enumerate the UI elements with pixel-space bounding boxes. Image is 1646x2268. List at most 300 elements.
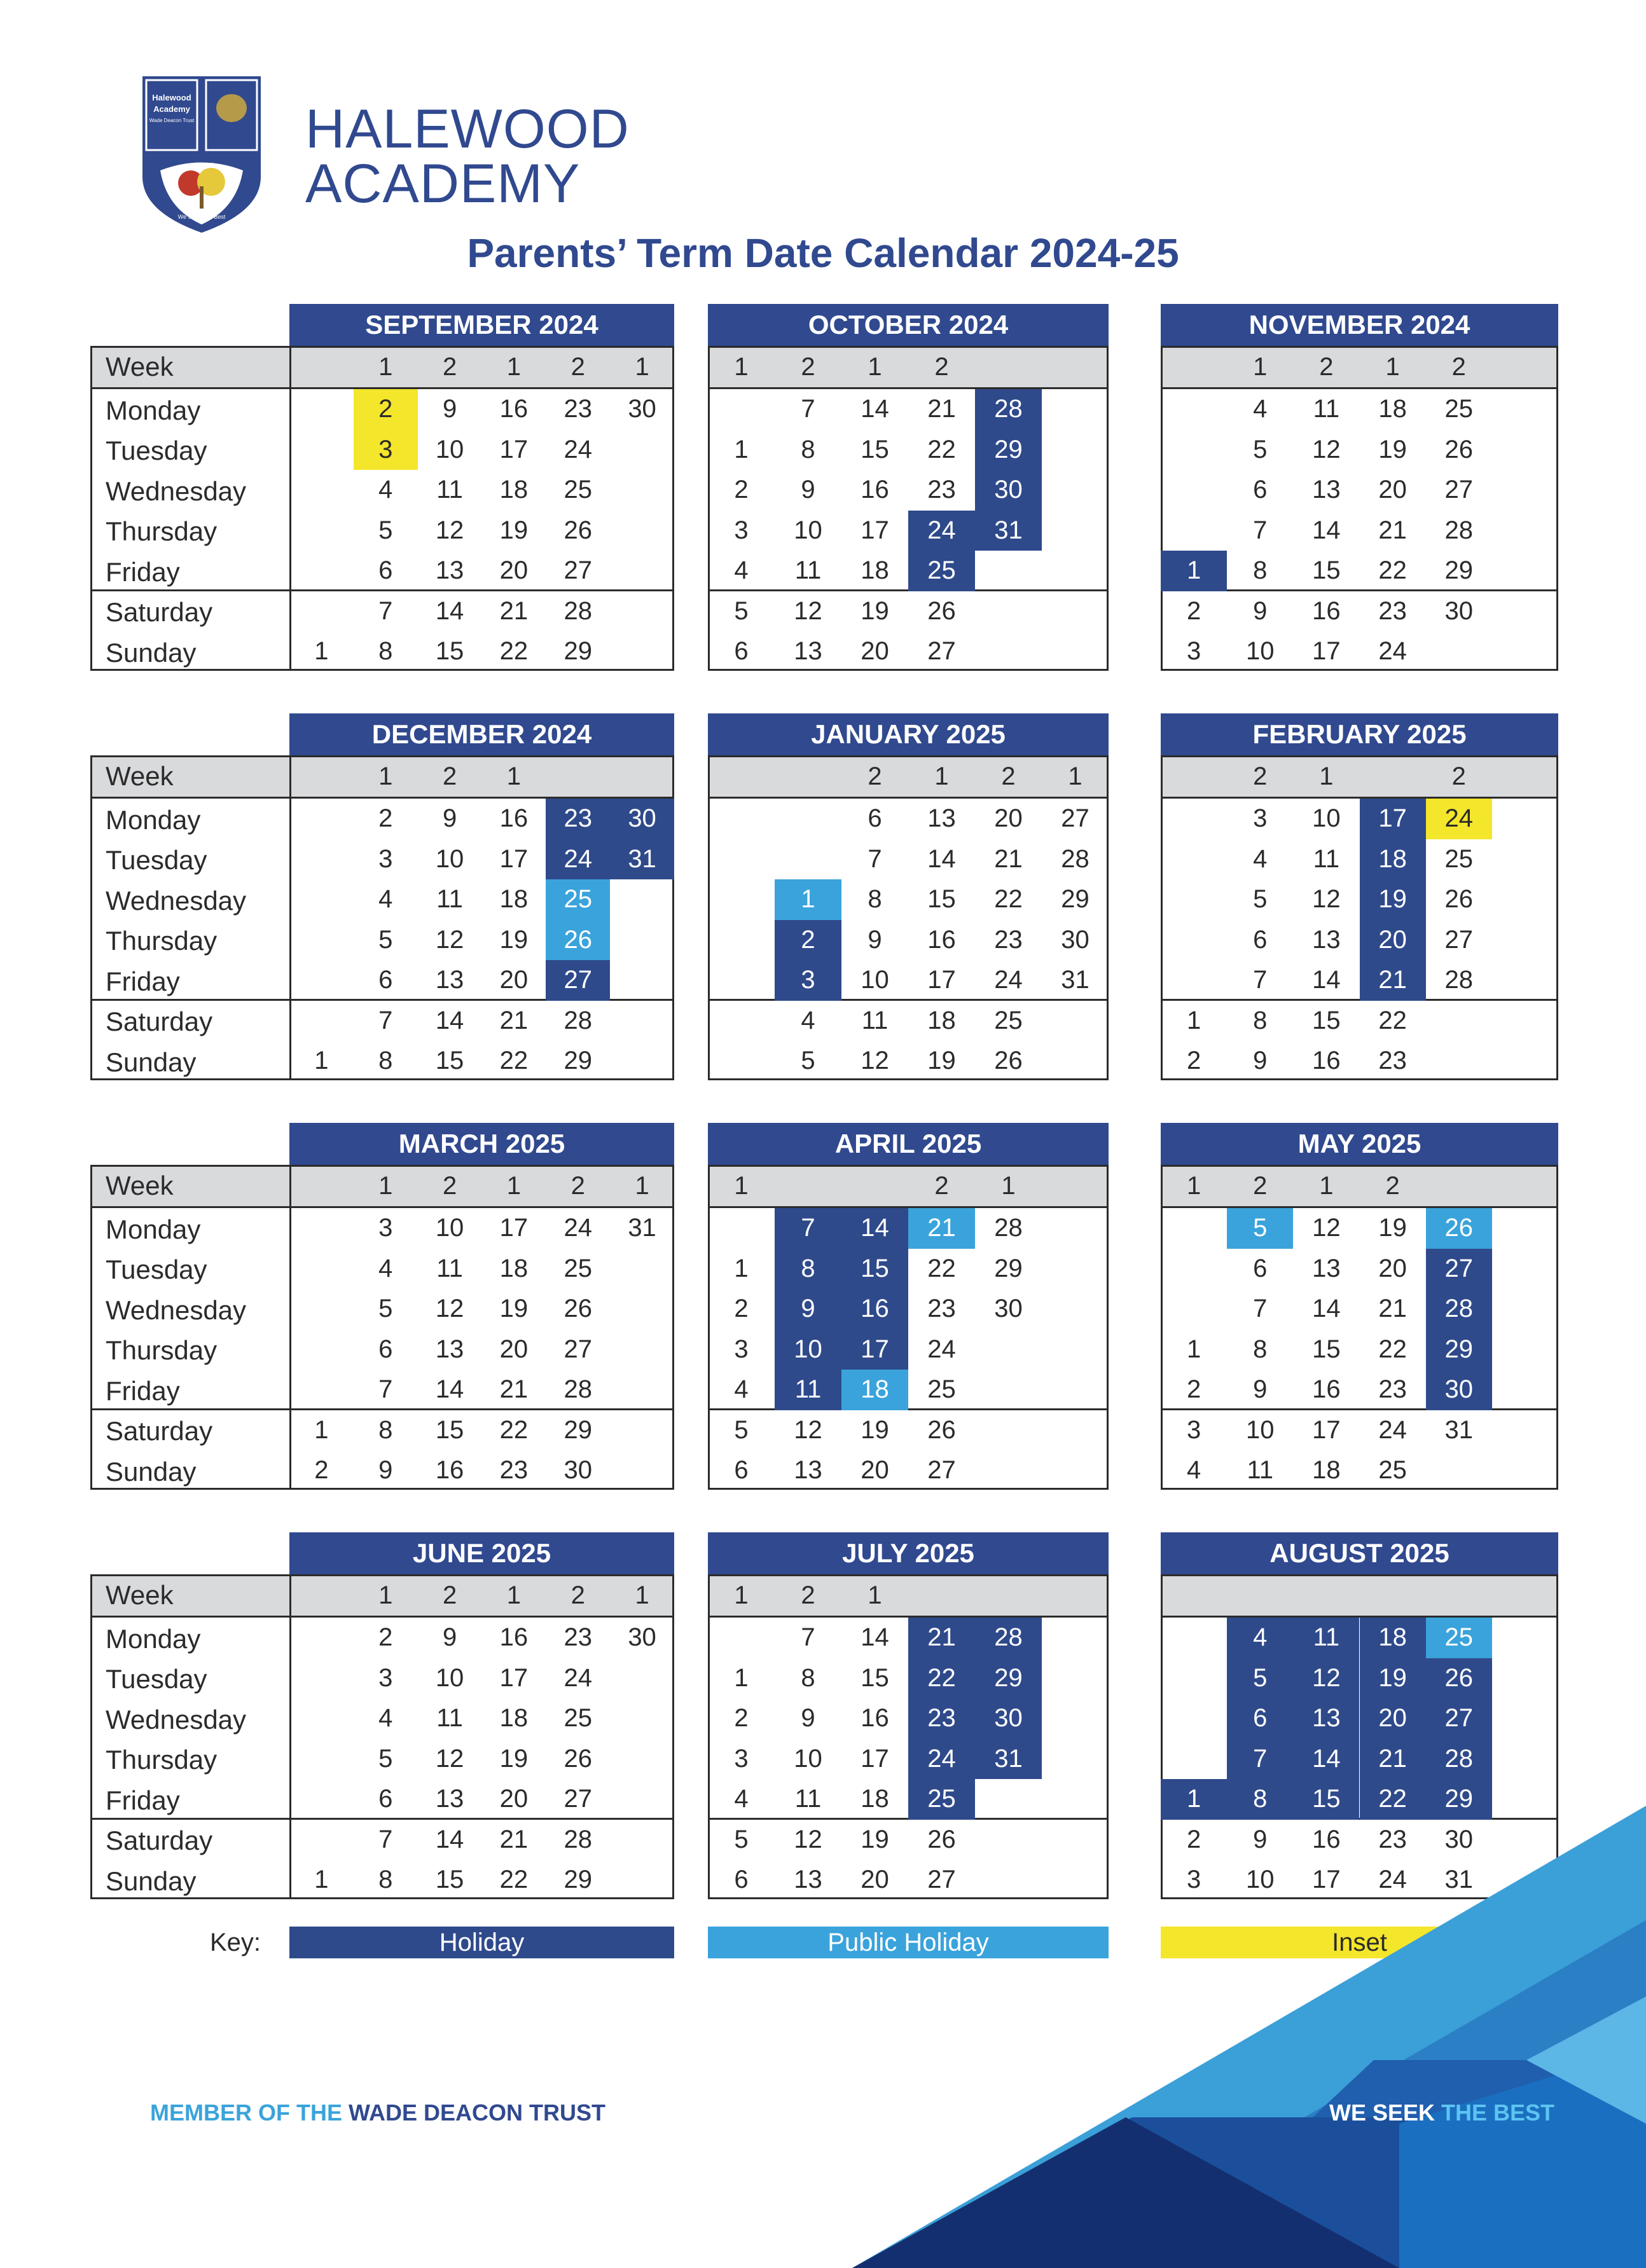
day-label: Monday: [106, 1623, 201, 1654]
day-cell: 2: [734, 476, 749, 504]
day-cell: 4: [734, 1375, 749, 1404]
day-label: Tuesday: [106, 845, 207, 876]
day-cell: 17: [499, 435, 529, 464]
month-header: NOVEMBER 2024: [1161, 304, 1558, 346]
day-cell: 21: [927, 1623, 956, 1652]
day-cell: 6: [378, 1335, 393, 1363]
day-cell: 28: [564, 1006, 592, 1034]
day-cell: 24: [1378, 637, 1407, 666]
day-cell: 1: [734, 1254, 749, 1282]
day-label: Thursday: [106, 926, 218, 956]
day-cell: 14: [861, 1214, 889, 1242]
day-cell: 20: [499, 1335, 529, 1363]
day-cell: 29: [564, 637, 592, 666]
day-cell: 16: [499, 804, 529, 833]
day-cell: 31: [1061, 966, 1089, 994]
month-header: MARCH 2025: [289, 1123, 674, 1165]
day-cell: 8: [1253, 1335, 1268, 1363]
day-cell: 11: [861, 1006, 889, 1034]
day-cell: 31: [1444, 1866, 1473, 1894]
day-cell: 12: [794, 1415, 822, 1444]
week-number: 2: [571, 1171, 585, 1200]
day-cell: 5: [378, 1744, 393, 1773]
day-cell: 13: [794, 637, 822, 666]
day-cell: 9: [442, 804, 457, 833]
day-cell: 3: [1186, 637, 1201, 666]
footer-right-part1: WE SEEK: [1329, 2100, 1442, 2126]
day-cell: 7: [868, 844, 882, 873]
day-cell: 2: [734, 1295, 749, 1323]
day-cell: 8: [801, 435, 815, 464]
day-cell: 25: [564, 476, 592, 504]
day-cell: 5: [378, 1295, 393, 1323]
day-cell: 27: [1444, 1254, 1473, 1282]
day-cell: 24: [564, 1214, 592, 1242]
day-cell: 8: [378, 1866, 393, 1894]
day-cell: 15: [861, 1663, 889, 1692]
day-cell: 13: [435, 1785, 464, 1813]
day-cell: 14: [1312, 1295, 1341, 1323]
day-cell: 8: [1253, 556, 1268, 585]
day-cell: 20: [861, 1456, 889, 1485]
day-cell: 5: [734, 596, 749, 625]
day-cell: 29: [1061, 885, 1089, 914]
day-cell: 14: [435, 1825, 464, 1853]
day-cell: 22: [1378, 556, 1407, 585]
day-cell: 28: [564, 1375, 592, 1404]
day-cell: 25: [927, 556, 956, 585]
day-cell: 5: [1253, 1214, 1268, 1242]
school-crest-logo: [141, 75, 262, 234]
week-number: 1: [506, 352, 522, 381]
day-cell: 16: [927, 925, 956, 954]
week-number: 1: [934, 762, 949, 790]
crest-text-3: Wade Deacon Trust: [149, 118, 195, 123]
day-cell: 10: [435, 1663, 464, 1692]
day-cell: 15: [927, 885, 956, 914]
day-cell: 31: [994, 1744, 1023, 1773]
day-cell: 14: [861, 1623, 889, 1652]
school-name-line1: HALEWOOD: [305, 99, 630, 160]
day-cell: 27: [564, 556, 592, 585]
day-cell: 22: [1378, 1785, 1407, 1813]
day-cell: 29: [994, 1254, 1023, 1282]
day-cell: 14: [1312, 1744, 1341, 1773]
day-cell: 3: [1253, 804, 1268, 833]
day-cell: 17: [499, 844, 529, 873]
week-number: 2: [868, 762, 882, 790]
week-number: 1: [868, 352, 882, 381]
day-cell: 11: [1313, 844, 1340, 873]
day-cell: 25: [1444, 844, 1473, 873]
day-cell: 19: [927, 1047, 956, 1075]
day-cell: 4: [734, 556, 749, 585]
day-cell: 20: [499, 1785, 529, 1813]
day-cell: 19: [499, 925, 529, 954]
day-label: Wednesday: [106, 1704, 247, 1735]
day-cell: 20: [1378, 1704, 1407, 1733]
day-cell: 16: [1312, 1375, 1341, 1404]
day-cell: 16: [435, 1456, 464, 1485]
day-cell: 17: [1378, 804, 1407, 833]
day-cell: 25: [564, 885, 592, 914]
day-cell: 27: [927, 1866, 956, 1894]
day-cell: 3: [378, 435, 393, 464]
day-cell: 25: [1444, 1623, 1473, 1652]
day-label: Sunday: [106, 637, 197, 668]
day-cell: 21: [927, 1214, 956, 1242]
day-cell: 15: [435, 1866, 464, 1894]
day-cell: 26: [1444, 435, 1473, 464]
week-number: 2: [801, 1581, 815, 1609]
day-cell: 25: [1444, 395, 1473, 423]
day-cell: 21: [1378, 966, 1407, 994]
day-cell: 23: [564, 395, 592, 423]
day-cell: 12: [794, 1825, 822, 1853]
month-header: JUNE 2025: [289, 1532, 674, 1574]
day-cell: 23: [927, 1295, 956, 1323]
day-cell: 12: [435, 1295, 464, 1323]
day-cell: 30: [994, 476, 1023, 504]
day-cell: 18: [861, 1785, 889, 1813]
day-cell: 22: [927, 1663, 956, 1692]
day-cell: 23: [994, 925, 1023, 954]
day-cell: 26: [1444, 885, 1473, 914]
day-cell: 8: [378, 637, 393, 666]
day-cell: 19: [499, 1744, 529, 1773]
day-cell: 23: [927, 1704, 956, 1733]
day-label: Wednesday: [106, 885, 247, 916]
day-cell: 19: [499, 516, 529, 544]
day-cell: 10: [794, 516, 822, 544]
day-cell: 14: [435, 1006, 464, 1034]
week-number: 2: [801, 352, 815, 381]
week-number: 1: [1068, 762, 1082, 790]
day-cell: 23: [1378, 596, 1407, 625]
key-inset: Inset: [1161, 1927, 1558, 1958]
day-cell: 27: [1444, 476, 1473, 504]
month-header: JANUARY 2025: [708, 713, 1109, 755]
day-cell: 5: [1253, 435, 1268, 464]
day-cell: 17: [499, 1663, 529, 1692]
day-cell: 28: [1444, 966, 1473, 994]
day-cell: 28: [994, 1214, 1023, 1242]
week-number: 2: [442, 1581, 457, 1609]
week-number: 2: [571, 352, 585, 381]
day-cell: 17: [861, 1744, 889, 1773]
week-number: 2: [442, 352, 457, 381]
day-cell: 18: [861, 556, 889, 585]
month-header: SEPTEMBER 2024: [289, 304, 674, 346]
day-cell: 29: [1444, 556, 1473, 585]
day-cell: 29: [564, 1866, 592, 1894]
day-cell: 6: [734, 1866, 749, 1894]
day-cell: 11: [1313, 395, 1340, 423]
day-cell: 24: [994, 966, 1023, 994]
day-cell: 27: [1444, 925, 1473, 954]
day-cell: 7: [1253, 1744, 1268, 1773]
day-cell: 21: [1378, 1744, 1407, 1773]
day-cell: 15: [1312, 1785, 1341, 1813]
day-cell: 28: [564, 1825, 592, 1853]
crest-text-2: Academy: [153, 104, 190, 114]
day-cell: 2: [378, 1623, 393, 1652]
day-cell: 29: [1444, 1335, 1473, 1363]
day-cell: 9: [801, 476, 815, 504]
footer-trust-member: [150, 2100, 605, 2126]
week-number: 2: [1451, 762, 1466, 790]
footer-right-part2: THE BEST: [1441, 2100, 1555, 2126]
day-cell: 15: [861, 1254, 889, 1282]
day-cell: 4: [734, 1785, 749, 1813]
day-cell: 11: [794, 1375, 822, 1404]
week-label: Week: [106, 1580, 174, 1610]
day-cell: 10: [794, 1744, 822, 1773]
day-cell: 1: [1186, 1006, 1201, 1034]
day-cell: 28: [1444, 1744, 1473, 1773]
day-cell: 9: [1253, 1047, 1268, 1075]
day-cell: 15: [1312, 1006, 1341, 1034]
day-cell: 13: [435, 556, 464, 585]
day-cell: 26: [564, 1295, 592, 1323]
day-cell: 5: [378, 925, 393, 954]
day-cell: 8: [378, 1047, 393, 1075]
decorative-triangles: [852, 1806, 1646, 2268]
day-cell: 25: [927, 1785, 956, 1813]
day-cell: 7: [801, 395, 815, 423]
day-cell: 4: [378, 476, 393, 504]
day-cell: 29: [994, 435, 1023, 464]
day-cell: 23: [1378, 1825, 1407, 1853]
day-cell: 2: [378, 804, 393, 833]
day-cell: 9: [378, 1456, 393, 1485]
day-cell: 14: [1312, 516, 1341, 544]
day-cell: 24: [564, 1663, 592, 1692]
day-cell: 31: [628, 1214, 656, 1242]
crest-text-1: Halewood: [152, 93, 191, 102]
day-cell: 16: [499, 395, 529, 423]
day-cell: 2: [734, 1704, 749, 1733]
day-cell: 30: [628, 1623, 656, 1652]
day-label: Thursday: [106, 516, 218, 547]
week-number: 1: [378, 1171, 393, 1200]
day-cell: 4: [378, 1254, 393, 1282]
month-header: AUGUST 2025: [1161, 1532, 1558, 1574]
day-cell: 19: [1378, 1214, 1407, 1242]
month-header: FEBRUARY 2025: [1161, 713, 1558, 755]
day-label: Thursday: [106, 1745, 218, 1775]
day-cell: 21: [499, 596, 529, 625]
day-cell: 12: [861, 1047, 889, 1075]
day-cell: 6: [734, 1456, 749, 1485]
day-cell: 7: [378, 596, 393, 625]
day-cell: 23: [564, 804, 592, 833]
day-cell: 13: [794, 1456, 822, 1485]
week-number: 1: [635, 352, 649, 381]
day-cell: 2: [1186, 1825, 1201, 1853]
day-label: Sunday: [106, 1866, 197, 1896]
day-cell: 6: [1253, 1704, 1268, 1733]
day-cell: 1: [314, 1866, 329, 1894]
day-cell: 8: [1253, 1006, 1268, 1034]
day-cell: 21: [499, 1375, 529, 1404]
week-number: 1: [868, 1581, 882, 1609]
day-cell: 1: [1186, 556, 1201, 585]
day-cell: 1: [734, 435, 749, 464]
day-label: Friday: [106, 1375, 180, 1406]
day-cell: 12: [1312, 435, 1341, 464]
day-cell: 13: [1312, 925, 1341, 954]
day-cell: 19: [861, 1825, 889, 1853]
day-cell: 3: [734, 1335, 749, 1363]
day-cell: 25: [1378, 1456, 1407, 1485]
day-cell: 11: [1313, 1623, 1340, 1652]
day-cell: 6: [868, 804, 882, 833]
week-number: 1: [1319, 762, 1334, 790]
day-cell: 14: [435, 596, 464, 625]
day-cell: 3: [378, 1663, 393, 1692]
day-cell: 29: [1444, 1785, 1473, 1813]
day-cell: 9: [1253, 596, 1268, 625]
day-cell: 21: [499, 1006, 529, 1034]
day-label: Tuesday: [106, 1254, 207, 1285]
day-cell: 11: [794, 556, 822, 585]
day-cell: 7: [801, 1214, 815, 1242]
day-cell: 7: [378, 1825, 393, 1853]
day-cell: 1: [801, 885, 815, 914]
day-cell: 14: [861, 395, 889, 423]
week-number: 1: [1186, 1171, 1201, 1200]
day-cell: 27: [564, 1785, 592, 1813]
day-cell: 15: [435, 1415, 464, 1444]
day-cell: 18: [499, 476, 529, 504]
day-cell: 1: [314, 637, 329, 666]
day-cell: 15: [1312, 1335, 1341, 1363]
week-number: 1: [1319, 1171, 1334, 1200]
day-cell: 22: [499, 1866, 529, 1894]
week-bar: [1161, 1574, 1558, 1616]
day-cell: 19: [499, 1295, 529, 1323]
day-cell: 31: [1444, 1415, 1473, 1444]
day-cell: 15: [1312, 556, 1341, 585]
day-cell: 7: [378, 1006, 393, 1034]
day-cell: 17: [1312, 637, 1341, 666]
day-label: Saturday: [106, 1416, 213, 1447]
day-label: Monday: [106, 1214, 201, 1244]
week-number: 2: [934, 1171, 949, 1200]
day-cell: 7: [1253, 966, 1268, 994]
week-number: 1: [734, 352, 749, 381]
day-cell: 12: [1312, 885, 1341, 914]
day-cell: 28: [1444, 1295, 1473, 1323]
day-cell: 27: [564, 1335, 592, 1363]
day-cell: 12: [1312, 1214, 1341, 1242]
day-cell: 7: [1253, 1295, 1268, 1323]
week-number: 2: [1253, 1171, 1268, 1200]
day-cell: 24: [564, 844, 592, 873]
day-cell: 17: [861, 1335, 889, 1363]
crest-motto: We Seek The Best: [177, 214, 226, 220]
week-number: 1: [506, 762, 522, 790]
day-cell: 17: [1312, 1866, 1341, 1894]
day-cell: 21: [994, 844, 1023, 873]
day-cell: 2: [1186, 596, 1201, 625]
day-cell: 10: [1245, 1415, 1275, 1444]
day-cell: 22: [499, 1415, 529, 1444]
day-cell: 18: [1378, 844, 1407, 873]
month-header: JULY 2025: [708, 1532, 1109, 1574]
day-cell: 22: [1378, 1006, 1407, 1034]
footer-motto: [1329, 2100, 1554, 2126]
day-label: Monday: [106, 395, 201, 425]
day-cell: 21: [499, 1825, 529, 1853]
day-label: Saturday: [106, 597, 213, 628]
day-cell: 18: [861, 1375, 889, 1404]
day-cell: 13: [435, 966, 464, 994]
day-cell: 4: [801, 1006, 815, 1034]
day-cell: 3: [1186, 1866, 1201, 1894]
week-number: 1: [378, 1581, 393, 1609]
week-number: 1: [635, 1581, 649, 1609]
week-number: 2: [442, 762, 457, 790]
day-cell: 14: [927, 844, 956, 873]
week-number: 2: [442, 1171, 457, 1200]
day-cell: 20: [499, 556, 529, 585]
day-label: Wednesday: [106, 476, 247, 506]
day-cell: 27: [1061, 804, 1089, 833]
month-header: APRIL 2025: [708, 1123, 1109, 1165]
footer-left-part2: WADE DEACON TRUST: [349, 2100, 605, 2126]
week-number: 1: [1253, 352, 1268, 381]
day-cell: 21: [1378, 1295, 1407, 1323]
day-cell: 6: [378, 1785, 393, 1813]
day-cell: 28: [564, 596, 592, 625]
day-cell: 29: [994, 1663, 1023, 1692]
day-cell: 31: [628, 844, 656, 873]
day-cell: 5: [734, 1825, 749, 1853]
day-label: Friday: [106, 966, 180, 996]
day-cell: 20: [861, 637, 889, 666]
day-cell: 3: [734, 1744, 749, 1773]
day-cell: 7: [378, 1375, 393, 1404]
day-cell: 15: [435, 637, 464, 666]
week-number: 1: [378, 762, 393, 790]
day-cell: 27: [564, 966, 592, 994]
day-cell: 30: [994, 1704, 1023, 1733]
day-cell: 23: [927, 476, 956, 504]
week-number: 1: [506, 1171, 522, 1200]
day-cell: 9: [442, 395, 457, 423]
day-cell: 9: [868, 925, 882, 954]
day-cell: 20: [1378, 925, 1407, 954]
day-cell: 18: [927, 1006, 956, 1034]
day-cell: 13: [1312, 476, 1341, 504]
week-label: Week: [106, 761, 174, 791]
day-cell: 10: [1245, 637, 1275, 666]
day-cell: 12: [435, 516, 464, 544]
day-label: Wednesday: [106, 1295, 247, 1325]
week-number: 1: [378, 352, 393, 381]
day-cell: 4: [1253, 1623, 1268, 1652]
day-cell: 18: [499, 1254, 529, 1282]
day-cell: 2: [1186, 1375, 1201, 1404]
day-cell: 18: [1378, 395, 1407, 423]
day-cell: 7: [1253, 516, 1268, 544]
day-cell: 26: [927, 1825, 956, 1853]
day-label: Friday: [106, 556, 180, 587]
day-cell: 30: [628, 395, 656, 423]
day-cell: 11: [794, 1785, 822, 1813]
